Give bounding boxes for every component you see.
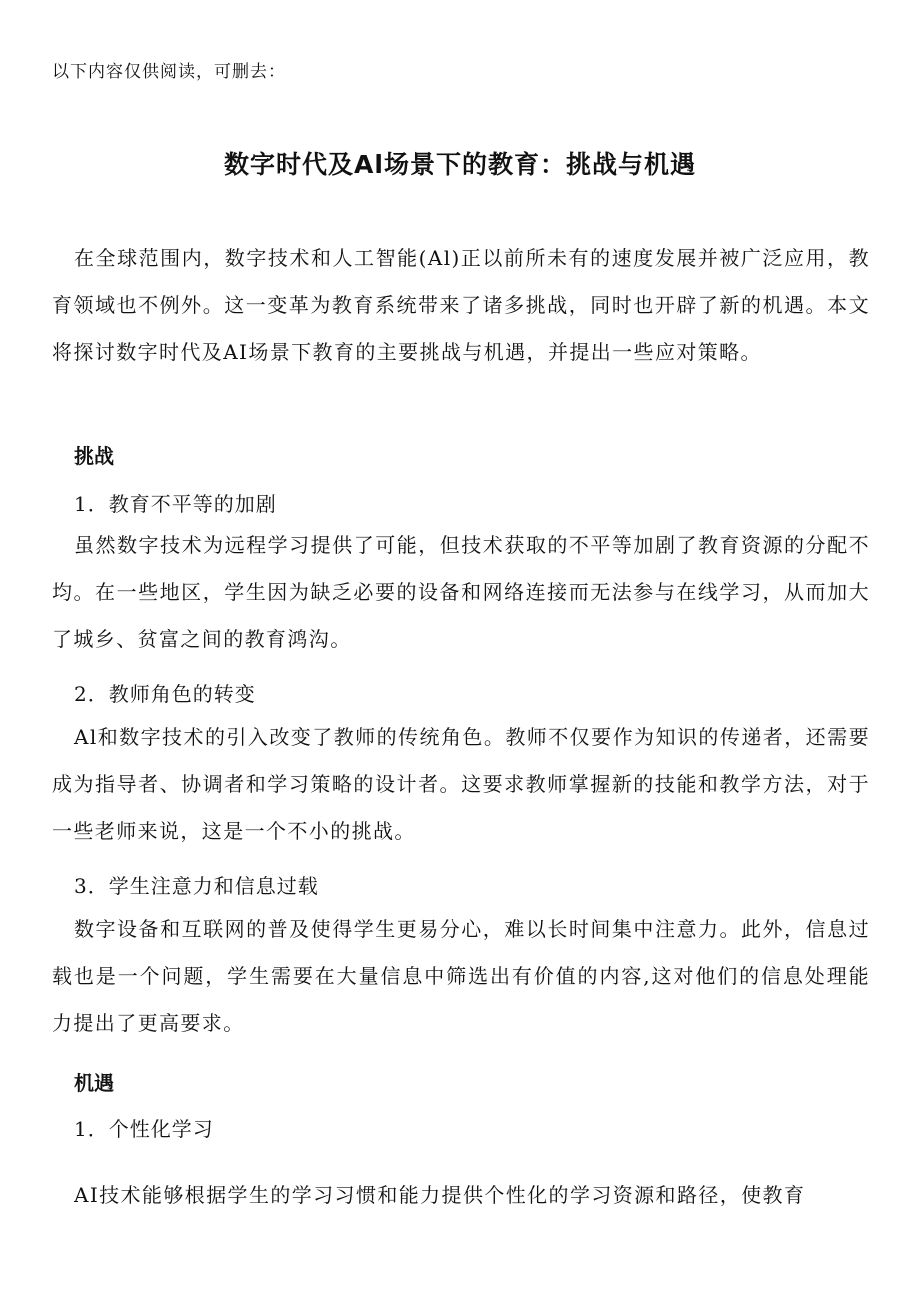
intro-paragraph: 在全球范围内，数字技术和人工智能(Al)正以前所未有的速度发展并被广泛应用，教育领域也不例外。这一变革为教育系统带来了诸多挑战，同时也开辟了新的机遇。本文将探讨数字时代及AI场景下教育的主要挑战与机遇，并提出一些应对策略。 bbox=[52, 246, 870, 364]
opportunities-heading: 机遇 bbox=[74, 1071, 114, 1095]
challenge-1-title: 1．教育不平等的加剧 bbox=[74, 492, 277, 516]
reading-note: 以下内容仅供阅读，可删去： bbox=[52, 62, 286, 82]
challenges-heading: 挑战 bbox=[74, 444, 114, 468]
challenge-3-title: 3．学生注意力和信息过载 bbox=[74, 874, 319, 898]
challenge-1-text: 虽然数字技术为远程学习提供了可能，但技术获取的不平等加剧了教育资源的分配不均。在一些地区，学生因为缺乏必要的设备和网络连接而无法参与在线学习，从而加大了城乡、贫富之间的教育鸿沟。 bbox=[52, 533, 870, 651]
opportunity-1-title: 1．个性化学习 bbox=[74, 1117, 214, 1141]
challenge-3-text: 数字设备和互联网的普及使得学生更易分心，难以长时间集中注意力。此外，信息过载也是一个问题，学生需要在大量信息中筛选出有价值的内容,这对他们的信息处理能力提出了更高要求。 bbox=[52, 917, 870, 1035]
page-title: 数字时代及Al场景下的教育：挑战与机遇 bbox=[224, 150, 696, 179]
challenge-2-text: Al和数字技术的引入改变了教师的传统角色。教师不仅要作为知识的传递者，还需要成为指导者、协调者和学习策略的设计者。这要求教师掌握新的技能和教学方法，对于一些老师来说，这是一个不小的挑战。 bbox=[52, 725, 870, 843]
challenge-2-title: 2．教师角色的转变 bbox=[74, 682, 256, 706]
opportunity-1-text: AI技术能够根据学生的学习习惯和能力提供个性化的学习资源和路径，使教育 bbox=[74, 1183, 806, 1207]
